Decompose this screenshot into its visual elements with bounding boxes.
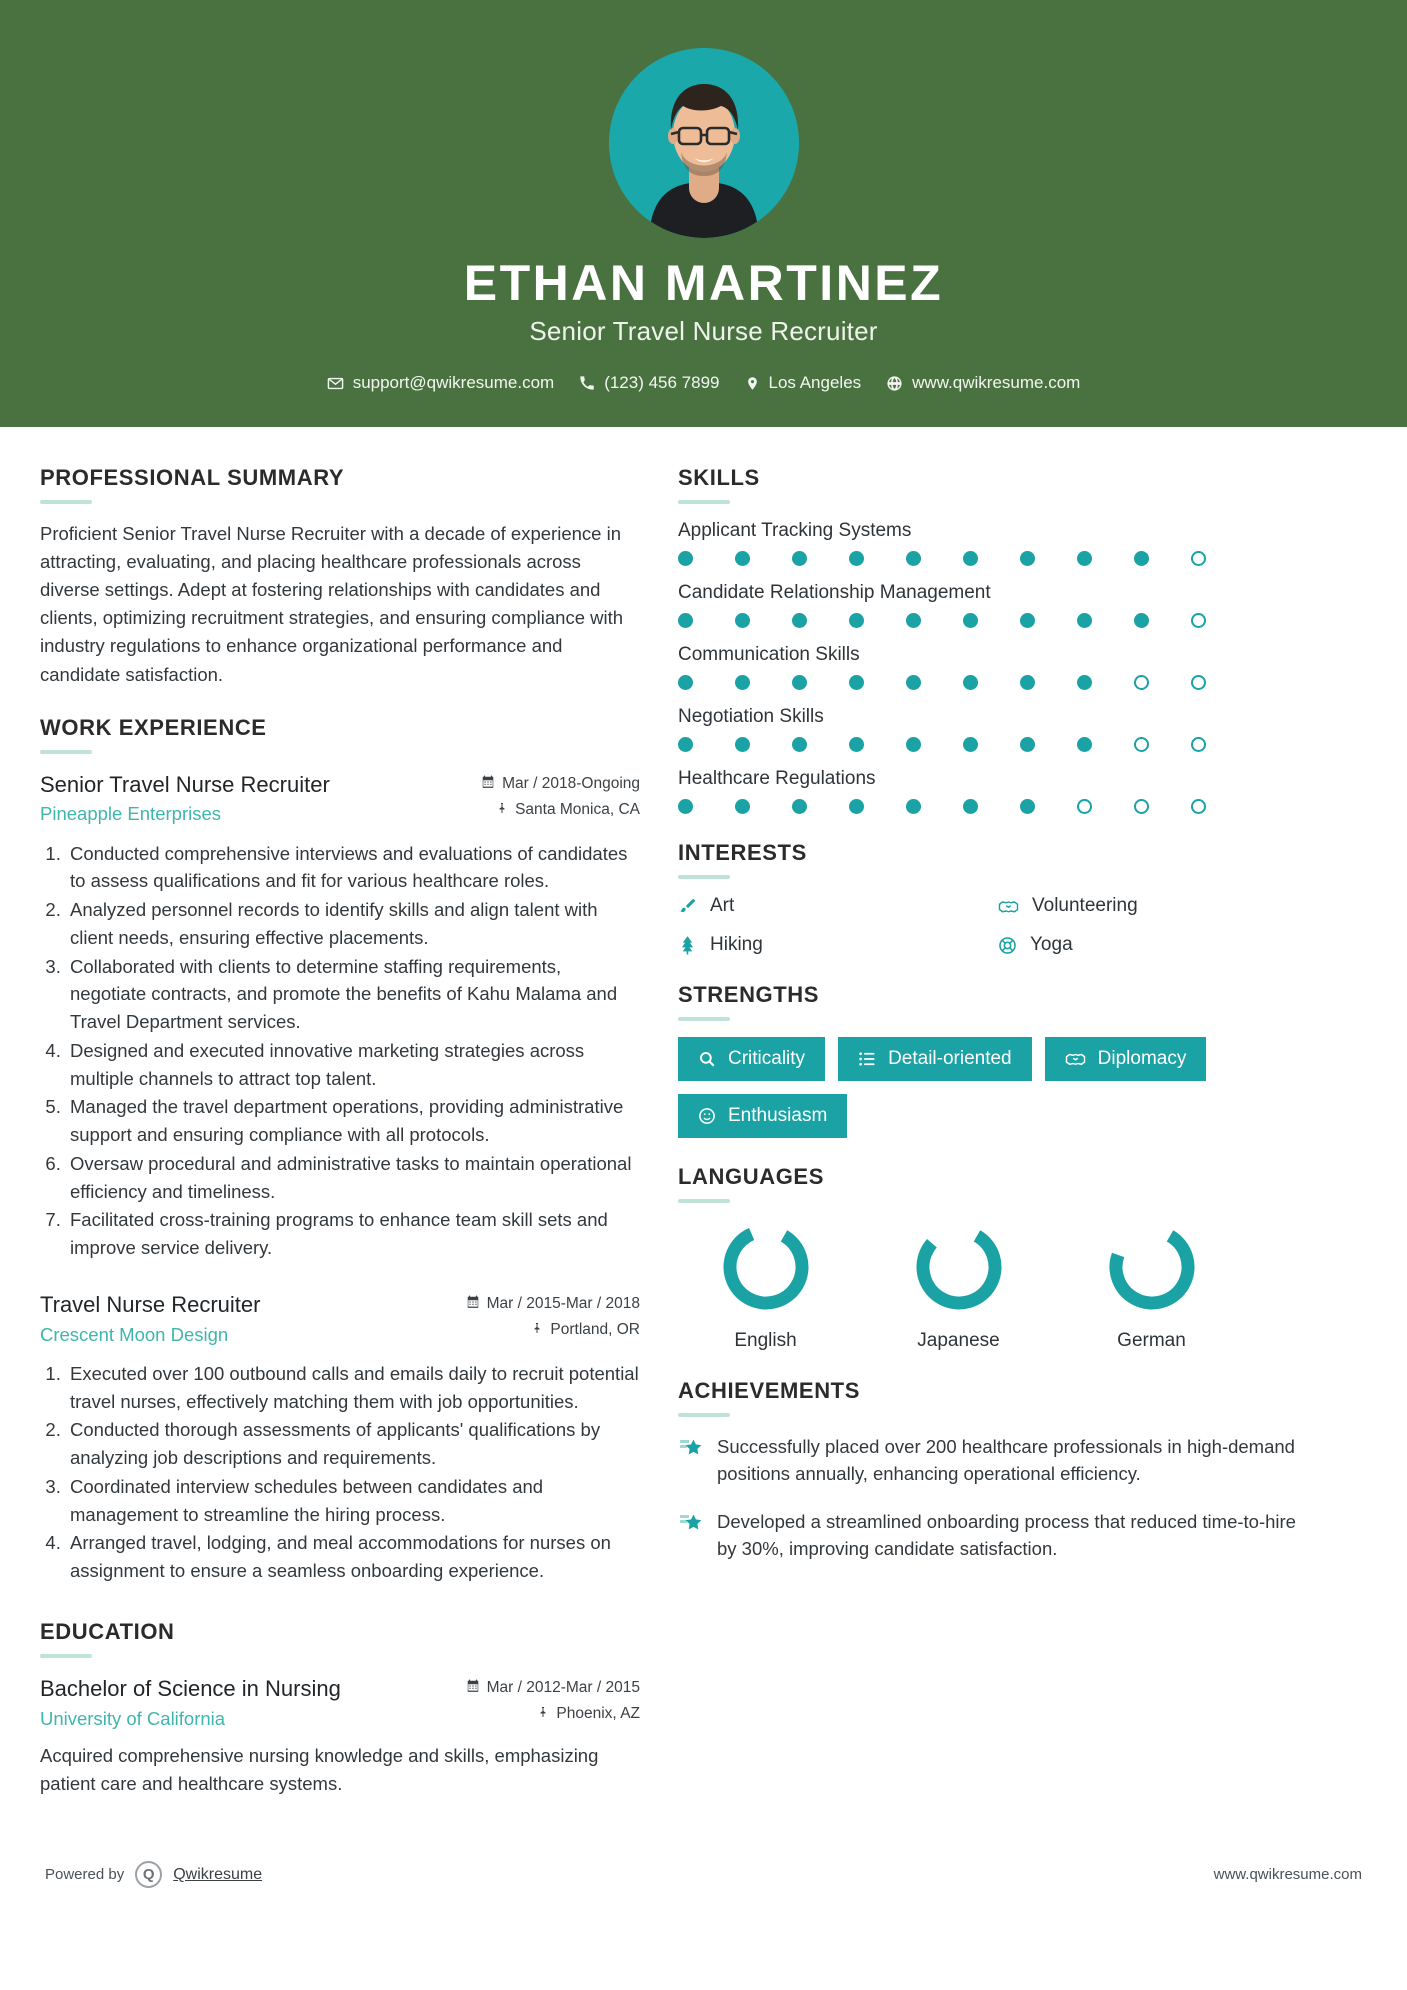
section-rule	[678, 875, 730, 879]
education-entry	[40, 1674, 640, 1798]
job-location-text: Portland, OR	[550, 1321, 640, 1339]
language-item	[1064, 1219, 1239, 1352]
powered-by-block	[45, 1861, 262, 1888]
contact-phone[interactable]	[570, 373, 728, 393]
rating-dot-filled	[1020, 799, 1035, 814]
rating-dot-filled	[849, 799, 864, 814]
section-title: STRENGTHS	[678, 982, 820, 1007]
interest-item	[678, 895, 988, 917]
job-date-text: Mar / 2018-Ongoing	[502, 775, 640, 793]
job-bullets	[40, 840, 640, 1262]
education-location	[466, 1705, 640, 1724]
strength-label: Enthusiasm	[728, 1105, 828, 1126]
header-job-title: Senior Travel Nurse Recruiter	[529, 316, 878, 346]
globe-icon	[886, 375, 903, 392]
section-title: INTERESTS	[678, 840, 807, 865]
section-interests	[678, 840, 1308, 956]
rating-dot-empty	[1191, 675, 1206, 690]
rating-dot-empty	[1134, 799, 1149, 814]
rating-dot-filled	[678, 799, 693, 814]
rating-dot-filled	[678, 675, 693, 690]
job-date-text: Mar / 2015-Mar / 2018	[486, 1295, 640, 1313]
achievement-item	[678, 1433, 1308, 1488]
education-school: University of California	[40, 1707, 226, 1729]
contact-website-text: www.qwikresume.com	[912, 373, 1081, 392]
section-education	[40, 1619, 640, 1798]
bullet: 5. Managed the travel department operations, providing administrative support and ensuring compliance with all protocols.	[66, 1093, 640, 1149]
interest-label: Art	[710, 895, 735, 916]
rating-dot-filled	[906, 799, 921, 814]
bullet: 1. Executed over 100 outbound calls and emails daily to recruit potential travel nurses, effectively matching them with job opportunities.	[66, 1360, 640, 1416]
education-date	[466, 1679, 640, 1698]
strength-chip-criticality	[678, 1037, 825, 1081]
bullet: 3. Collaborated with clients to determine staffing requirements, negotiate contracts, and promote the benefits of Kahu Malama and Travel Department services.	[66, 953, 640, 1036]
resume-footer	[0, 1841, 1407, 1914]
phone-icon	[579, 375, 595, 391]
rating-dot-filled	[963, 613, 978, 628]
skill-row	[678, 768, 1308, 814]
pushpin-icon	[531, 1321, 543, 1340]
bullet: 2. Conducted thorough assessments of applicants' qualifications by analyzing job descriptions and requirements.	[66, 1416, 640, 1472]
calendar-icon	[466, 1679, 480, 1698]
language-label: German	[1117, 1330, 1186, 1351]
section-title: LANGUAGES	[678, 1164, 824, 1189]
strength-chip-diplomacy	[1045, 1037, 1207, 1081]
education-description: Acquired comprehensive nursing knowledge and skills, emphasizing patient care and healthcare systems.	[40, 1744, 599, 1794]
interest-item	[998, 934, 1308, 956]
achievement-text: Developed a streamlined onboarding process that reduced time-to-hire by 30%, improving candidate satisfaction.	[717, 1510, 1296, 1560]
paintbrush-icon	[678, 897, 697, 916]
rating-dot-filled	[849, 551, 864, 566]
interest-label: Volunteering	[1032, 895, 1138, 916]
skill-name: Candidate Relationship Management	[678, 582, 991, 603]
section-strengths	[678, 982, 1308, 1138]
rating-dot-empty	[1191, 737, 1206, 752]
interest-item	[678, 934, 988, 956]
section-rule	[40, 500, 92, 504]
rating-dot-filled	[735, 551, 750, 566]
rating-dot-filled	[1020, 737, 1035, 752]
rating-dot-filled	[735, 675, 750, 690]
list-icon	[858, 1050, 876, 1068]
rating-dot-filled	[1020, 613, 1035, 628]
education-date-text: Mar / 2012-Mar / 2015	[486, 1679, 640, 1697]
rating-dot-empty	[1191, 551, 1206, 566]
rating-dot-filled	[678, 551, 693, 566]
skill-name: Negotiation Skills	[678, 706, 824, 727]
page-title: ETHAN MARTINEZ	[463, 255, 944, 311]
lifebuoy-icon	[998, 936, 1017, 955]
rating-dot-filled	[678, 737, 693, 752]
rating-dot-filled	[792, 737, 807, 752]
section-rule	[678, 1413, 730, 1417]
section-title: EDUCATION	[40, 1618, 175, 1644]
bullet: 4. Arranged travel, lodging, and meal accommodations for nurses on assignment to ensure a seamless onboarding experience.	[66, 1529, 640, 1585]
skill-rating	[678, 613, 1308, 628]
skill-rating	[678, 675, 1308, 690]
right-column	[678, 465, 1308, 1589]
achievement-item	[678, 1508, 1308, 1563]
job-location	[481, 801, 640, 820]
rating-dot-empty	[1191, 799, 1206, 814]
map-pin-icon	[745, 375, 760, 392]
contact-website[interactable]	[877, 373, 1089, 393]
rating-dot-empty	[1191, 613, 1206, 628]
interest-item	[998, 895, 1308, 917]
search-icon	[698, 1050, 716, 1068]
job-role: Senior Travel Nurse Recruiter	[40, 771, 330, 797]
skill-name: Communication Skills	[678, 644, 860, 665]
rating-dot-filled	[1134, 551, 1149, 566]
bullet: 1. Conducted comprehensive interviews and evaluations of candidates to assess qualifications and fit for various healthcare roles.	[66, 840, 640, 896]
pine-tree-icon	[678, 935, 697, 955]
strength-label: Detail-oriented	[888, 1048, 1012, 1069]
rating-dot-filled	[906, 737, 921, 752]
strength-label: Criticality	[728, 1048, 806, 1069]
rating-dot-empty	[1134, 737, 1149, 752]
language-item	[678, 1219, 853, 1352]
rating-dot-filled	[1077, 551, 1092, 566]
language-progress-ring	[911, 1219, 1007, 1315]
skill-name: Applicant Tracking Systems	[678, 520, 912, 541]
qwikresume-logo-icon: Q	[135, 1861, 162, 1888]
bullet: 6. Oversaw procedural and administrative tasks to maintain operational efficiency and timeliness.	[66, 1150, 640, 1206]
rating-dot-empty	[1077, 799, 1092, 814]
language-label: Japanese	[917, 1330, 1000, 1351]
section-rule	[40, 1654, 92, 1658]
achievement-text: Successfully placed over 200 healthcare professionals in high-demand positions annually, enhancing operational efficiency.	[717, 1436, 1295, 1485]
rating-dot-filled	[963, 799, 978, 814]
bullet: 7. Facilitated cross-training programs to enhance team skill sets and improve service delivery.	[66, 1206, 640, 1262]
badge-star-icon	[678, 1508, 702, 1535]
rating-dot-filled	[792, 613, 807, 628]
skills-list	[678, 520, 1308, 814]
contact-email[interactable]	[318, 373, 564, 393]
rating-dot-filled	[906, 551, 921, 566]
pushpin-icon	[496, 801, 508, 820]
bullet: 3. Coordinated interview schedules between candidates and management to streamline the hiring process.	[66, 1473, 640, 1529]
bullet: 2. Analyzed personnel records to identify skills and align talent with client needs, ensuring effective placements.	[66, 896, 640, 952]
skill-rating	[678, 737, 1308, 752]
language-item	[871, 1219, 1046, 1352]
rating-dot-filled	[735, 799, 750, 814]
avatar-photo	[609, 48, 799, 238]
brand-name-link[interactable]: Qwikresume	[173, 1865, 263, 1883]
section-professional-summary	[40, 465, 640, 689]
interest-label: Hiking	[710, 934, 763, 955]
job-bullets	[40, 1360, 640, 1585]
smiley-icon	[698, 1107, 716, 1125]
section-languages	[678, 1164, 1308, 1352]
rating-dot-filled	[792, 799, 807, 814]
interest-label: Yoga	[1030, 934, 1073, 955]
rating-dot-filled	[963, 551, 978, 566]
rating-dot-filled	[735, 737, 750, 752]
education-location-text: Phoenix, AZ	[556, 1705, 640, 1723]
resume-header	[0, 0, 1407, 427]
rating-dot-filled	[1020, 551, 1035, 566]
language-progress-ring	[718, 1219, 814, 1315]
interest-grid	[678, 895, 1308, 956]
rating-dot-filled	[963, 737, 978, 752]
summary-text: Proficient Senior Travel Nurse Recruiter with a decade of experience in attracting, evaluating, and placing healthcare professionals across diverse settings. Adept at fostering relationships with candidates and clients, optimizing recruitment strategies, and ensuring compliance with industry regulations to enhance organizational performance and candidate satisfaction.	[40, 523, 624, 685]
section-title: SKILLS	[678, 465, 760, 490]
handshake-icon	[998, 897, 1019, 916]
pushpin-icon	[537, 1705, 549, 1724]
job-company: Pineapple Enterprises	[40, 803, 221, 825]
rating-dot-empty	[1134, 675, 1149, 690]
skill-rating	[678, 551, 1308, 566]
job-location	[466, 1321, 640, 1340]
rating-dot-filled	[849, 675, 864, 690]
education-degree: Bachelor of Science in Nursing	[40, 1675, 341, 1701]
calendar-icon	[466, 1295, 480, 1314]
rating-dot-filled	[849, 613, 864, 628]
contact-email-text: support@qwikresume.com	[352, 373, 555, 392]
footer-url[interactable]: www.qwikresume.com	[1213, 1866, 1362, 1884]
section-skills	[678, 465, 1308, 814]
rating-dot-filled	[1077, 737, 1092, 752]
section-title: WORK EXPERIENCE	[40, 714, 267, 740]
contact-phone-text: (123) 456 7899	[604, 373, 720, 392]
skill-row	[678, 582, 1308, 628]
job-date	[466, 1295, 640, 1314]
avatar	[609, 48, 799, 238]
job-location-text: Santa Monica, CA	[515, 801, 640, 819]
experience-entry	[40, 770, 640, 1262]
resume-body	[0, 427, 1407, 1823]
skill-row	[678, 644, 1308, 690]
calendar-icon	[481, 775, 495, 794]
job-role: Travel Nurse Recruiter	[40, 1291, 261, 1317]
powered-by-label: Powered by	[45, 1866, 125, 1884]
skill-row	[678, 706, 1308, 752]
handshake-icon	[1065, 1050, 1086, 1068]
job-date	[481, 775, 640, 794]
rating-dot-filled	[1020, 675, 1035, 690]
experience-entry	[40, 1290, 640, 1585]
section-work-experience	[40, 715, 640, 1585]
skill-row	[678, 520, 1308, 566]
rating-dot-filled	[849, 737, 864, 752]
contact-location	[736, 373, 871, 393]
rating-dot-filled	[1134, 613, 1149, 628]
rating-dot-filled	[792, 551, 807, 566]
job-company: Crescent Moon Design	[40, 1323, 229, 1345]
language-list	[678, 1219, 1308, 1352]
rating-dot-filled	[1077, 675, 1092, 690]
section-rule	[40, 750, 92, 754]
envelope-icon	[327, 375, 344, 392]
strength-chip-detail-oriented	[838, 1037, 1032, 1081]
strength-label: Diplomacy	[1097, 1048, 1187, 1069]
section-achievements	[678, 1378, 1308, 1563]
rating-dot-filled	[1077, 613, 1092, 628]
section-title: ACHIEVEMENTS	[678, 1378, 860, 1403]
section-rule	[678, 1017, 730, 1021]
contact-location-text: Los Angeles	[768, 373, 862, 392]
strength-chip-enthusiasm	[678, 1094, 847, 1138]
bullet: 4. Designed and executed innovative marketing strategies across multiple channels to attract top talent.	[66, 1037, 640, 1093]
language-progress-ring	[1104, 1219, 1200, 1315]
rating-dot-filled	[906, 613, 921, 628]
skill-rating	[678, 799, 1308, 814]
rating-dot-filled	[963, 675, 978, 690]
strength-list	[678, 1037, 1308, 1138]
language-label: English	[734, 1330, 797, 1351]
section-title: PROFESSIONAL SUMMARY	[40, 465, 345, 490]
badge-star-icon	[678, 1433, 702, 1460]
rating-dot-filled	[792, 675, 807, 690]
rating-dot-filled	[678, 613, 693, 628]
rating-dot-filled	[735, 613, 750, 628]
rating-dot-filled	[906, 675, 921, 690]
contact-row	[0, 373, 1407, 393]
section-rule	[678, 1199, 730, 1203]
left-column	[40, 465, 640, 1823]
skill-name: Healthcare Regulations	[678, 768, 876, 789]
section-rule	[678, 500, 730, 504]
